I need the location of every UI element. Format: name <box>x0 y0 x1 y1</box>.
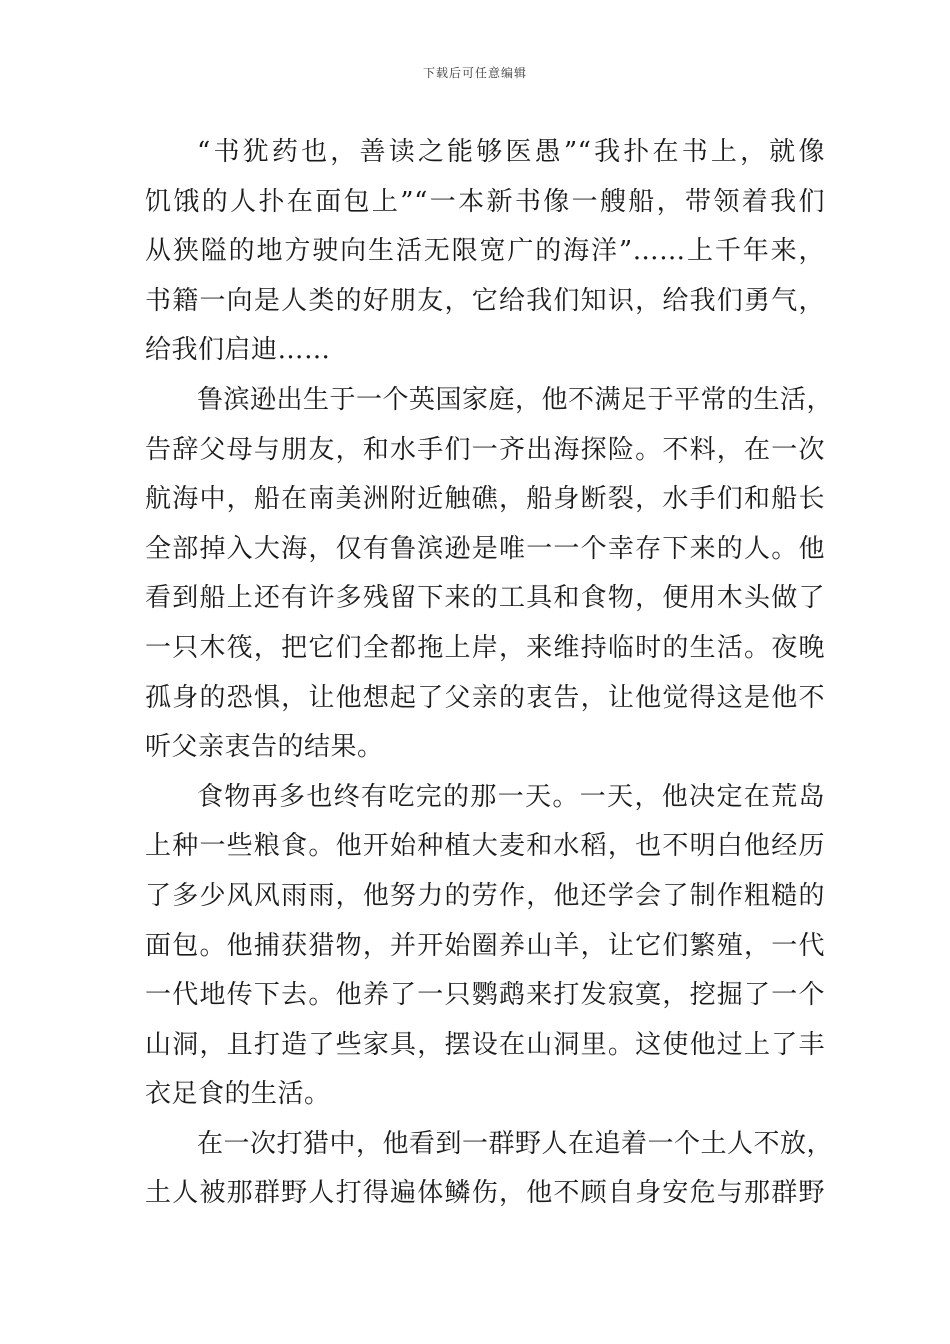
page-header: 下载后可任意编辑 <box>422 66 527 80</box>
text-line: 孤身的恐惧，让他想起了父亲的衷告，让他觉得这是他不 <box>145 682 825 713</box>
text-line: “书犹药也，善读之能够医愚”“我扑在书上，就像 <box>197 137 825 167</box>
text-line: 航海中，船在南美洲附近触礁，船身断裂，水手们和船长 <box>145 484 825 515</box>
text-line: 在一次打猎中，他看到一群野人在追着一个土人不放， <box>197 1128 834 1159</box>
text-line: 食物再多也终有吃完的那一天。一天，他决定在荒岛 <box>197 781 825 812</box>
text-line: 一代地传下去。他养了一只鹦鹉来打发寂寞，挖掘了一个 <box>145 980 825 1011</box>
text-line: 了多少风风雨雨，他努力的劳作，他还学会了制作粗糙的 <box>145 880 825 911</box>
text-line: 饥饿的人扑在面包上”“一本新书像一艘船，带领着我们 <box>145 186 825 217</box>
text-line: 上种一些粮食。他开始种植大麦和水稻，也不明白他经历 <box>145 831 825 862</box>
text-line: 全部掉入大海，仅有鲁滨逊是唯一一个幸存下来的人。他 <box>145 533 825 564</box>
text-line: 给我们启迪…… <box>145 335 331 366</box>
text-line: 面包。他捕获猎物，并开始圈养山羊，让它们繁殖，一代 <box>145 930 825 961</box>
text-line: 听父亲衷告的结果。 <box>145 732 384 763</box>
document-body <box>145 128 834 1219</box>
text-line: 告辞父母与朋友，和水手们一齐出海探险。不料，在一次 <box>145 434 825 465</box>
text-line: 土人被那群野人打得遍体鳞伤，他不顾自身安危与那群野 <box>145 1178 825 1209</box>
text-line: 衣足食的生活。 <box>145 1079 331 1110</box>
text-line: 鲁滨逊出生于一个英国家庭，他不满足于平常的生活， <box>197 384 834 415</box>
text-line: 书籍一向是人类的好朋友，它给我们知识，给我们勇气， <box>145 285 825 316</box>
text-line: 山洞，且打造了些家具，摆设在山洞里。这使他过上了丰 <box>145 1029 825 1060</box>
text-line: 看到船上还有许多残留下来的工具和食物，便用木头做了 <box>145 583 825 614</box>
text-line: 从狭隘的地方驶向生活无限宽广的海洋”……上千年来， <box>145 236 825 267</box>
text-line: 一只木筏，把它们全都拖上岸，来维持临时的生活。夜晚 <box>145 632 825 663</box>
